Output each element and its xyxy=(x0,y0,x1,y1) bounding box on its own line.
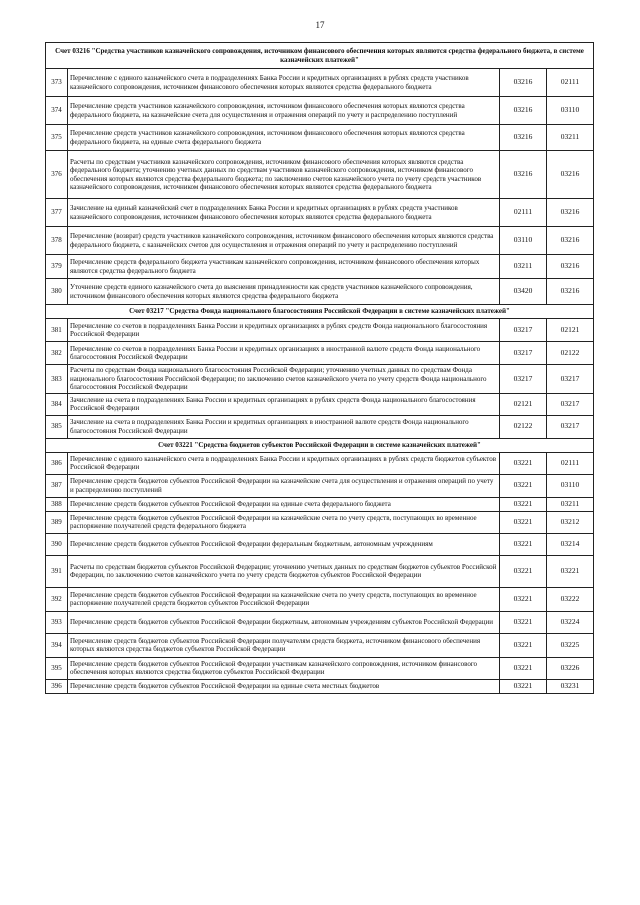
debit-account-code: 03221 xyxy=(500,511,547,533)
debit-account-code: 03216 xyxy=(500,97,547,125)
credit-account-code: 03110 xyxy=(547,97,594,125)
row-number: 391 xyxy=(46,555,68,587)
table-row xyxy=(46,474,594,497)
row-number: 377 xyxy=(46,199,68,227)
credit-account-code: 03221 xyxy=(547,555,594,587)
debit-account-code: 03216 xyxy=(500,125,547,151)
debit-account-code: 03217 xyxy=(500,319,547,342)
row-description: Перечисление средств бюджетов субъектов Российской Федерации получателям средств бюджета, источником финансового обеспечения которых являются средства бюджетов субъектов Российской Федерации xyxy=(68,633,500,657)
debit-account-code: 03221 xyxy=(500,633,547,657)
debit-account-code: 03221 xyxy=(500,611,547,633)
row-number: 395 xyxy=(46,657,68,679)
credit-account-code: 03217 xyxy=(547,365,594,394)
row-number: 383 xyxy=(46,365,68,394)
row-description: Расчеты по средствам участников казначейского сопровождения, источником финансового обеспечения которых являются средства федерального бюджета; уточнению учетных данных по средствам участников казначейского сопровождения, источником финансового обеспечения которых являются средства федерального бюджета; по заключению счетов казначейского учета по учету средств участников казначейского сопровождения, источником финансового обеспечения которых являются средства федерального бюджета xyxy=(68,151,500,199)
credit-account-code: 02122 xyxy=(547,342,594,365)
section-header-row xyxy=(46,438,594,452)
row-number: 387 xyxy=(46,474,68,497)
credit-account-code: 02121 xyxy=(547,319,594,342)
table-row xyxy=(46,125,594,151)
debit-account-code: 03217 xyxy=(500,342,547,365)
credit-account-code: 03231 xyxy=(547,679,594,693)
debit-account-code: 02111 xyxy=(500,199,547,227)
row-number: 380 xyxy=(46,279,68,305)
debit-account-code: 03217 xyxy=(500,365,547,394)
row-number: 386 xyxy=(46,452,68,474)
credit-account-code: 03110 xyxy=(547,474,594,497)
credit-account-code: 03222 xyxy=(547,587,594,611)
table-row xyxy=(46,452,594,474)
row-description: Расчеты по средствам Фонда национального благосостояния Российской Федерации; уточнению учетных данных по средствам Фонда национального благосостояния Российской Федерации; по заключению счетов казначейского учета по учету средств Фонда национального благосостояния Российской Федерации xyxy=(68,365,500,394)
row-number: 382 xyxy=(46,342,68,365)
row-number: 396 xyxy=(46,679,68,693)
debit-account-code: 03110 xyxy=(500,227,547,255)
credit-account-code: 03211 xyxy=(547,125,594,151)
row-number: 381 xyxy=(46,319,68,342)
credit-account-code: 03217 xyxy=(547,393,594,415)
row-description: Перечисление средств бюджетов субъектов Российской Федерации участникам казначейского сопровождения, источником финансового обеспечения которых являются средства бюджетов субъектов Российской Федерации xyxy=(68,657,500,679)
credit-account-code: 03216 xyxy=(547,255,594,279)
row-description: Зачисление на единый казначейский счет в подразделениях Банка России и кредитных организациях в рублях средств участников казначейского сопровождения, источником финансового обеспечения которых являются средства федерального бюджета xyxy=(68,199,500,227)
debit-account-code: 03211 xyxy=(500,255,547,279)
row-number: 392 xyxy=(46,587,68,611)
table-row xyxy=(46,393,594,415)
credit-account-code: 03212 xyxy=(547,511,594,533)
table-row xyxy=(46,97,594,125)
row-number: 385 xyxy=(46,415,68,438)
debit-account-code: 03221 xyxy=(500,452,547,474)
debit-account-code: 03221 xyxy=(500,679,547,693)
table-row xyxy=(46,342,594,365)
row-number: 376 xyxy=(46,151,68,199)
row-description: Зачисление на счета в подразделениях Банка России и кредитных организациях в иностранной валюте средств Фонда национального благосостояния Российской Федерации xyxy=(68,415,500,438)
table-row xyxy=(46,555,594,587)
credit-account-code: 03216 xyxy=(547,227,594,255)
credit-account-code: 03216 xyxy=(547,199,594,227)
section-title: Счет 03216 "Средства участников казначейского сопровождения, источником финансового обеспечения которых являются средства федерального бюджета, в системе казначейских платежей" xyxy=(46,43,594,69)
credit-account-code: 03216 xyxy=(547,151,594,199)
debit-account-code: 03221 xyxy=(500,533,547,555)
credit-account-code: 02111 xyxy=(547,452,594,474)
section-header-row xyxy=(46,43,594,69)
debit-account-code: 02121 xyxy=(500,393,547,415)
table-row xyxy=(46,151,594,199)
debit-account-code: 03221 xyxy=(500,657,547,679)
table-row xyxy=(46,657,594,679)
row-description: Перечисление средств бюджетов субъектов Российской Федерации на казначейские счета по учету средств, поступающих во временное распоряжение получателей средств бюджетов субъектов Российской Федерации xyxy=(68,587,500,611)
debit-account-code: 03221 xyxy=(500,497,547,511)
credit-account-code: 03216 xyxy=(547,279,594,305)
row-description: Перечисление со счетов в подразделениях Банка России и кредитных организациях в иностранной валюте средств Фонда национального благосостояния Российской Федерации xyxy=(68,342,500,365)
debit-account-code: 03221 xyxy=(500,555,547,587)
debit-account-code: 03420 xyxy=(500,279,547,305)
row-number: 379 xyxy=(46,255,68,279)
debit-account-code: 03221 xyxy=(500,474,547,497)
credit-account-code: 03214 xyxy=(547,533,594,555)
table-row xyxy=(46,69,594,97)
table-row xyxy=(46,497,594,511)
row-description: Перечисление средств бюджетов субъектов Российской Федерации на единые счета местных бюджетов xyxy=(68,679,500,693)
section-header-row xyxy=(46,305,594,319)
credit-account-code: 03217 xyxy=(547,415,594,438)
row-number: 378 xyxy=(46,227,68,255)
row-description: Уточнение средств единого казначейского счета до выяснения принадлежности как средств участников казначейского сопровождения, источником финансового обеспечения которых являются средства федерального бюджета xyxy=(68,279,500,305)
row-description: Перечисление с единого казначейского счета в подразделениях Банка России и кредитных организациях в рублях средств бюджетов субъектов Российской Федерации xyxy=(68,452,500,474)
table-row xyxy=(46,365,594,394)
credit-account-code: 03224 xyxy=(547,611,594,633)
table-row xyxy=(46,199,594,227)
table-row xyxy=(46,227,594,255)
row-description: Перечисление со счетов в подразделениях Банка России и кредитных организациях в рублях средств Фонда национального благосостояния Российской Федерации xyxy=(68,319,500,342)
section-title: Счет 03217 "Средства Фонда национального благосостояния Российской Федерации в системе казначейских платежей" xyxy=(46,305,594,319)
row-description: Перечисление средств бюджетов субъектов Российской Федерации на казначейские счета для осуществления и отражения операций по учету и распределению поступлений xyxy=(68,474,500,497)
row-description: Перечисление средств бюджетов субъектов Российской Федерации бюджетным, автономным учреждениям субъектов Российской Федерации xyxy=(68,611,500,633)
row-number: 394 xyxy=(46,633,68,657)
table-row xyxy=(46,511,594,533)
debit-account-code: 03216 xyxy=(500,69,547,97)
row-description: Перечисление средств участников казначейского сопровождения, источником финансового обеспечения которых являются средства федерального бюджета, на казначейские счета для осуществления и отражения операций по учету и распределению поступлений xyxy=(68,97,500,125)
row-description: Расчеты по средствам бюджетов субъектов Российской Федерации; уточнению учетных данных по средствам бюджетов субъектов Российской Федерации, по заключению счетов казначейского учета по учету средств бюджетов субъектов Российской Федерации xyxy=(68,555,500,587)
row-description: Перечисление средств участников казначейского сопровождения, источником финансового обеспечения которых являются средства федерального бюджета, на единые счета федерального бюджета xyxy=(68,125,500,151)
row-description: Перечисление (возврат) средств участников казначейского сопровождения, источником финансового обеспечения которых являются средства федерального бюджета, с казначейских счетов для осуществления и отражения операций по учету и распределению поступлений xyxy=(68,227,500,255)
table-row xyxy=(46,679,594,693)
row-number: 393 xyxy=(46,611,68,633)
credit-account-code: 03211 xyxy=(547,497,594,511)
row-description: Перечисление средств бюджетов субъектов Российской Федерации на единые счета федерального бюджета xyxy=(68,497,500,511)
credit-account-code: 03226 xyxy=(547,657,594,679)
debit-account-code: 03216 xyxy=(500,151,547,199)
row-description: Зачисление на счета в подразделениях Банка России и кредитных организациях в рублях средств Фонда национального благосостояния Российской Федерации xyxy=(68,393,500,415)
table-row xyxy=(46,255,594,279)
row-number: 388 xyxy=(46,497,68,511)
table-row xyxy=(46,279,594,305)
entries-table xyxy=(45,42,594,694)
credit-account-code: 02111 xyxy=(547,69,594,97)
row-description: Перечисление средств бюджетов субъектов Российской Федерации федеральным бюджетным, автономным учреждениям xyxy=(68,533,500,555)
debit-account-code: 03221 xyxy=(500,587,547,611)
row-number: 389 xyxy=(46,511,68,533)
credit-account-code: 03225 xyxy=(547,633,594,657)
row-number: 373 xyxy=(46,69,68,97)
row-description: Перечисление средств бюджетов субъектов Российской Федерации на казначейские счета по учету средств, поступающих во временное распоряжение получателей средств федерального бюджета xyxy=(68,511,500,533)
table-row xyxy=(46,533,594,555)
row-number: 390 xyxy=(46,533,68,555)
table-row xyxy=(46,319,594,342)
table-row xyxy=(46,587,594,611)
table-row xyxy=(46,633,594,657)
table-row xyxy=(46,611,594,633)
section-title: Счет 03221 "Средства бюджетов субъектов Российской Федерации в системе казначейских платежей" xyxy=(46,438,594,452)
row-number: 375 xyxy=(46,125,68,151)
row-description: Перечисление средств федерального бюджета участникам казначейского сопровождения, источником финансового обеспечения которых являются средства федерального бюджета xyxy=(68,255,500,279)
page-number: 17 xyxy=(315,20,325,30)
row-description: Перечисление с единого казначейского счета в подразделениях Банка России и кредитных организациях в рублях средств участников казначейского сопровождения, источником финансового обеспечения которых являются средства федерального бюджета xyxy=(68,69,500,97)
debit-account-code: 02122 xyxy=(500,415,547,438)
entries-table-body xyxy=(46,43,594,694)
table-row xyxy=(46,415,594,438)
row-number: 374 xyxy=(46,97,68,125)
row-number: 384 xyxy=(46,393,68,415)
